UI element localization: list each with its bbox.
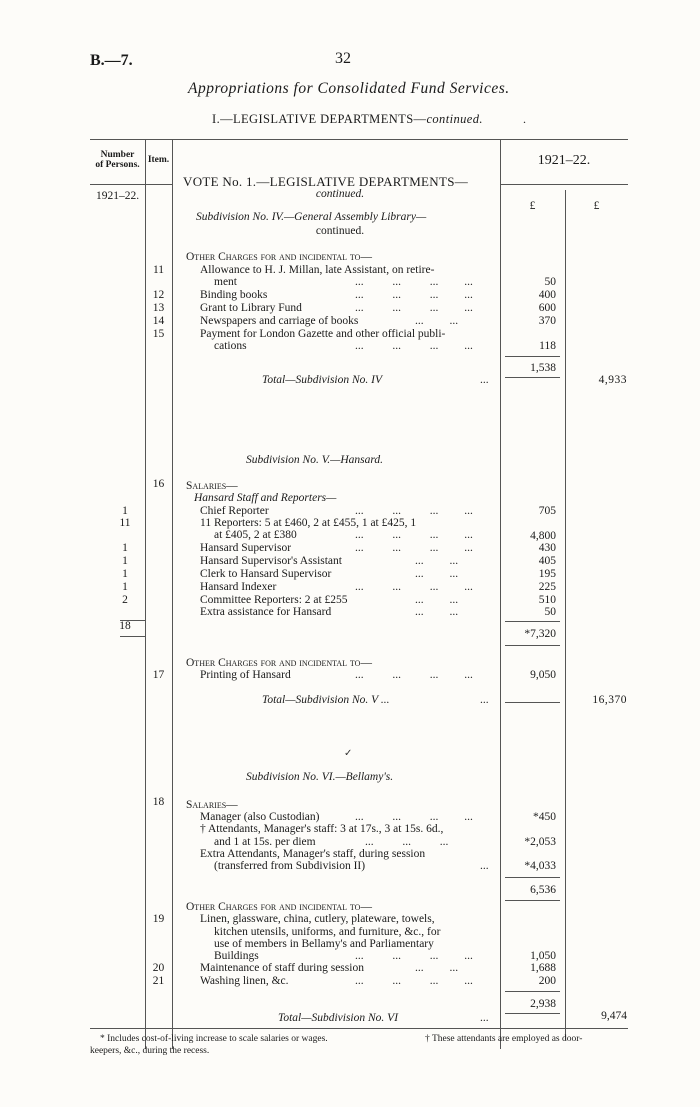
leader-dots: ... ... ... ... — [355, 811, 473, 823]
row-amount: 118 — [539, 340, 556, 352]
col-header-item: Item. — [147, 155, 170, 165]
leader-dots: ... ... ... ... — [355, 340, 473, 352]
row-description: Buildings — [214, 950, 259, 962]
row-description: ment — [214, 276, 237, 288]
row-description: and 1 at 15s. per diem — [214, 836, 316, 848]
row-amount: 50 — [544, 276, 556, 288]
row-amount: 50 — [544, 606, 556, 618]
leader-dots: ... — [480, 374, 489, 386]
sub4-heading: Subdivision No. IV.—General Assembly Library— — [196, 211, 427, 223]
sub5-persons-rule-bottom — [120, 636, 145, 637]
sub6-salaries: Salaries— — [186, 799, 238, 811]
sub5-salaries: Salaries— — [186, 480, 238, 492]
col-divider-item — [172, 139, 173, 1049]
leader-dots: ... ... — [415, 555, 459, 567]
leader-dots: ... ... — [415, 594, 459, 606]
row-description: Newspapers and carriage of books — [200, 315, 359, 327]
col-divider-total — [565, 190, 566, 1040]
sub5-total-label: Total—Subdivision No. V ... — [262, 694, 390, 706]
persons-count: 1 — [122, 505, 128, 517]
table-head-rule-right — [500, 184, 628, 185]
item-number: 15 — [152, 328, 165, 340]
leader-dots: ... — [480, 1012, 489, 1024]
page-number: 32 — [335, 50, 351, 67]
check-mark-icon: ✓ — [344, 748, 353, 759]
sub6-salaries-item: 18 — [152, 796, 165, 808]
sub4-total-label: Total—Subdivision No. IV — [262, 374, 383, 386]
row-amount: 430 — [538, 542, 556, 554]
row-description: Extra assistance for Hansard — [200, 606, 332, 618]
row-amount: *4,033 — [524, 860, 556, 872]
item-number: 14 — [152, 315, 165, 327]
row-amount: 405 — [538, 555, 556, 567]
row-amount: 200 — [538, 975, 556, 987]
sub5-persons-total: 18 — [119, 620, 131, 632]
row-description: cations — [214, 340, 247, 352]
persons-count: 1 — [122, 581, 128, 593]
row-description: Manager (also Custodian) — [200, 811, 320, 823]
sub6-subtotal: 6,536 — [530, 884, 556, 896]
footnote-rule — [90, 1028, 628, 1029]
row-description: Washing linen, &c. — [200, 975, 289, 987]
sub5-total: 16,370 — [592, 694, 627, 706]
leader-dots: ... — [480, 694, 489, 706]
leader-dots: ... — [480, 860, 489, 872]
pound-symbol-2: £ — [593, 200, 600, 212]
item-number: 21 — [152, 975, 165, 987]
footnote-continuation: keepers, &c., during the recess. — [90, 1046, 210, 1056]
row-amount: 705 — [538, 505, 556, 517]
persons-count: 2 — [122, 594, 128, 606]
sub6-oc-subtotal: 2,938 — [530, 998, 556, 1010]
report-reference: B.—7. — [90, 52, 133, 69]
sub5-subtotal: *7,320 — [524, 628, 556, 640]
leader-dots: ... ... — [415, 606, 459, 618]
row-description: Extra Attendants, Manager's staff, during session — [200, 848, 426, 860]
sub6-subtotal-rule-bottom — [505, 900, 560, 901]
item-number: 20 — [152, 962, 165, 974]
leader-dots: ... ... ... ... — [355, 581, 473, 593]
sub6-total-label: Total—Subdivision No. VI — [278, 1012, 399, 1024]
leader-dots: ... ... ... ... — [355, 950, 473, 962]
sub6-oc-subtotal-rule — [505, 991, 560, 992]
row-amount: 600 — [538, 302, 556, 314]
leader-dots: ... ... ... ... — [355, 289, 473, 301]
row-description: Binding books — [200, 289, 268, 301]
section-heading-cont: continued. — [426, 112, 483, 126]
sub4-total-rule — [505, 377, 560, 378]
sub5-subtotal-rule — [505, 621, 560, 622]
persons-count: 11 — [119, 517, 131, 529]
row-description: 11 Reporters: 5 at £460, 2 at £455, 1 at £425, 1 — [200, 517, 417, 529]
row-amount: 1,050 — [530, 950, 556, 962]
sub5-heading: Subdivision No. V.—Hansard. — [246, 454, 384, 466]
col-header-year-left: 1921–22. — [95, 190, 140, 202]
item-number: 11 — [152, 264, 165, 276]
leader-dots: ... ... — [415, 315, 459, 327]
page-title: Appropriations for Consolidated Fund Services. — [188, 80, 510, 97]
col-header-persons — [90, 150, 145, 170]
sub6-total: 9,474 — [601, 1010, 627, 1022]
row-description: Payment for London Gazette and other official publi- — [200, 328, 446, 340]
sub5-printing-text: Printing of Hansard — [200, 669, 291, 681]
sub4-other-charges: Other Charges for and incidental to— — [186, 251, 372, 263]
sub6-heading: Subdivision No. VI.—Bellamy's. — [246, 771, 394, 783]
stray-mark: . — [523, 112, 526, 126]
section-heading-main: I.—LEGISLATIVE DEPARTMENTS— — [212, 112, 427, 126]
vote-title-cont: continued. — [315, 188, 365, 200]
row-amount: *450 — [533, 811, 556, 823]
row-amount: 400 — [538, 289, 556, 301]
row-description: Hansard Supervisor — [200, 542, 292, 554]
row-description: Hansard Supervisor's Assistant — [200, 555, 342, 567]
leader-dots: ... ... — [415, 962, 459, 974]
sub6-subtotal-rule — [505, 877, 560, 878]
col-header-persons-line1: Number — [100, 150, 135, 160]
footnote-cost-of-living: * Includes cost-of-living increase to scale salaries or wages. — [100, 1034, 328, 1044]
section-heading — [212, 112, 483, 127]
row-description: Allowance to H. J. Millan, late Assistant, on retire- — [200, 264, 435, 276]
row-amount: 195 — [538, 568, 556, 580]
row-description: Committee Reporters: 2 at £255 — [200, 594, 348, 606]
sub5-printing-amount: 9,050 — [530, 669, 556, 681]
sub5-subtotal-rule-bottom — [505, 645, 560, 646]
sub5-total-rule — [505, 702, 560, 703]
leader-dots: ... ... ... ... — [355, 505, 473, 517]
row-description: (transferred from Subdivision II) — [214, 860, 366, 872]
leader-dots: ... ... ... ... — [355, 542, 473, 554]
table-top-rule — [90, 139, 628, 140]
sub4-subtotal: 1,538 — [530, 362, 556, 374]
item-number: 19 — [152, 913, 165, 925]
row-amount: 225 — [538, 581, 556, 593]
leader-dots: ... ... ... ... — [355, 302, 473, 314]
row-amount: 510 — [538, 594, 556, 606]
footnote-dagger: † These attendants are employed as door- — [425, 1034, 583, 1044]
row-description: kitchen utensils, uniforms, and furniture, &c., for — [214, 926, 441, 938]
leader-dots: ... ... ... ... — [355, 669, 473, 681]
sub5-salaries-item: 16 — [152, 478, 165, 490]
row-description: Chief Reporter — [200, 505, 269, 517]
table-head-rule-left — [90, 184, 172, 185]
item-number: 13 — [152, 302, 165, 314]
row-amount: 1,688 — [530, 962, 556, 974]
item-number: 12 — [152, 289, 165, 301]
row-amount: 370 — [538, 315, 556, 327]
persons-count: 1 — [122, 568, 128, 580]
sub5-printing-item: 17 — [152, 669, 165, 681]
row-amount: 4,800 — [530, 530, 556, 542]
row-description: use of members in Bellamy's and Parliamentary — [214, 938, 434, 950]
leader-dots: ... ... — [415, 568, 459, 580]
row-description: Linen, glassware, china, cutlery, plateware, towels, — [200, 913, 435, 925]
row-description: Hansard Indexer — [200, 581, 277, 593]
leader-dots: ... ... ... ... — [355, 529, 473, 541]
leader-dots: ... ... ... ... — [355, 276, 473, 288]
sub6-other-charges: Other Charges for and incidental to— — [186, 901, 372, 913]
row-description: Maintenance of staff during session — [200, 962, 364, 974]
sub5-other-charges: Other Charges for and incidental to— — [186, 657, 372, 669]
sub6-total-rule — [505, 1013, 560, 1014]
sub5-printing — [200, 669, 291, 681]
row-description: Clerk to Hansard Supervisor — [200, 568, 332, 580]
sub4-heading-cont: continued. — [315, 225, 365, 237]
sub4-total: 4,933 — [598, 374, 627, 386]
row-amount: *2,053 — [524, 836, 556, 848]
persons-count: 1 — [122, 555, 128, 567]
persons-count: 1 — [122, 542, 128, 554]
pound-symbol-1: £ — [529, 200, 536, 212]
row-description: at £405, 2 at £380 — [214, 529, 297, 541]
row-description: Grant to Library Fund — [200, 302, 302, 314]
row-description: † Attendants, Manager's staff: 3 at 17s., 3 at 15s. 6d., — [200, 823, 444, 835]
col-header-year-right: 1921–22. — [537, 153, 591, 168]
leader-dots: ... ... ... — [365, 836, 449, 848]
vote-title: VOTE No. 1.—LEGISLATIVE DEPARTMENTS— — [183, 174, 469, 189]
sub4-subtotal-rule — [505, 356, 560, 357]
sub5-staff-heading: Hansard Staff and Reporters— — [194, 492, 337, 504]
leader-dots: ... ... ... ... — [355, 975, 473, 987]
col-divider-amount — [500, 139, 501, 1049]
col-header-persons-line2: of Persons. — [95, 160, 140, 170]
